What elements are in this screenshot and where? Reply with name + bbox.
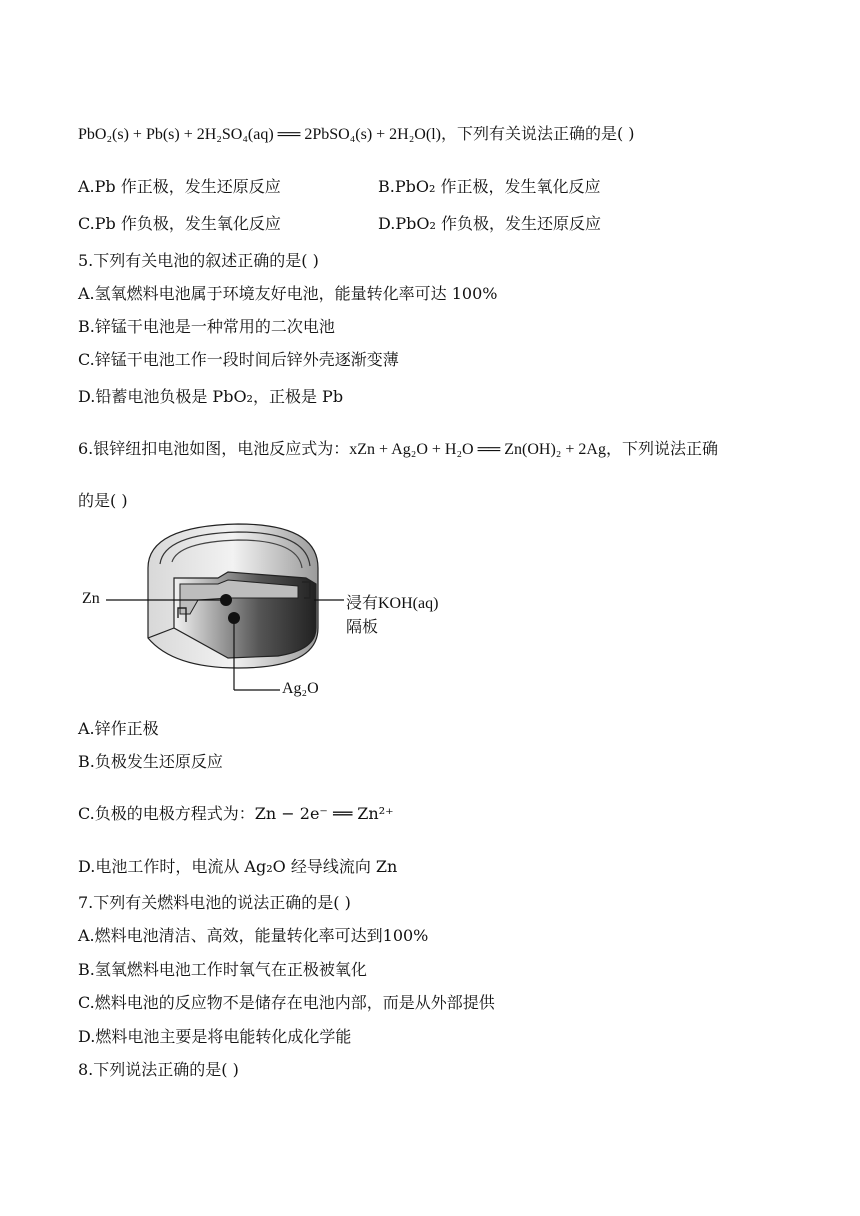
q7-option-c: C.燃料电池的反应物不是储存在电池内部，而是从外部提供 <box>78 993 495 1012</box>
q5-stem: 5.下列有关电池的叙述正确的是( ) <box>78 251 319 270</box>
q6-option-a: A.锌作正极 <box>78 719 159 738</box>
q8-stem: 8.下列说法正确的是( ) <box>78 1060 239 1079</box>
zinc-marker <box>220 594 232 606</box>
ag2o-marker <box>228 612 240 624</box>
q6-stem-tail: ，下列说法正确 <box>605 439 718 458</box>
label-zn: Zn <box>82 590 100 607</box>
q5-option-c: C.锌锰干电池工作一段时间后锌外壳逐渐变薄 <box>78 350 399 369</box>
q6-option-c: C.负极的电极方程式为：Zn − 2e⁻ ══ Zn²⁺ <box>78 804 394 823</box>
button-battery-diagram <box>78 518 458 718</box>
label-koh: 浸有KOH(aq) <box>346 595 439 612</box>
q4-option-d: D.PbO₂ 作负极，发生还原反应 <box>378 214 601 233</box>
q4-option-c: C.Pb 作负极，发生氧化反应 <box>78 214 281 233</box>
q7-option-a: A.燃料电池清洁、高效，能量转化率可达到100% <box>78 926 429 945</box>
q5-option-d: D.铅蓄电池负极是 PbO₂，正极是 Pb <box>78 387 344 406</box>
q6-stem-line2: 的是( ) <box>78 491 128 510</box>
q6-option-d: D.电池工作时，电流从 Ag₂O 经导线流向 Zn <box>78 857 398 876</box>
q6-stem-start: 6.银锌纽扣电池如图，电池反应式为： <box>78 439 350 458</box>
q4-option-a: A.Pb 作正极，发生还原反应 <box>78 177 281 196</box>
label-ag2o: Ag₂O <box>282 680 319 697</box>
q4-equation: PbO₂(s) + Pb(s) + 2H₂SO₄(aq) ══ 2PbSO₄(s) + 2H₂O(l) <box>78 126 441 143</box>
q7-option-d: D.燃料电池主要是将电能转化成化学能 <box>78 1027 352 1046</box>
q6-option-b: B.负极发生还原反应 <box>78 752 223 771</box>
q4-stem-tail: ，下列有关说法正确的是( ) <box>440 124 635 143</box>
button-battery-figure <box>78 518 458 718</box>
q4-option-b: B.PbO₂ 作正极，发生氧化反应 <box>378 177 601 196</box>
label-separator: 隔板 <box>346 619 379 636</box>
q5-option-b: B.锌锰干电池是一种常用的二次电池 <box>78 317 335 336</box>
q5-option-a: A.氢氧燃料电池属于环境友好电池，能量转化率可达 100% <box>78 284 498 303</box>
q7-stem: 7.下列有关燃料电池的说法正确的是( ) <box>78 893 351 912</box>
q6-stem-line1 <box>78 439 718 460</box>
q7-option-b: B.氢氧燃料电池工作时氧气在正极被氧化 <box>78 960 367 979</box>
q6-equation: xZn + Ag₂O + H₂O ══ Zn(OH)₂ + 2Ag <box>349 441 606 458</box>
q4-equation-line <box>78 124 635 145</box>
